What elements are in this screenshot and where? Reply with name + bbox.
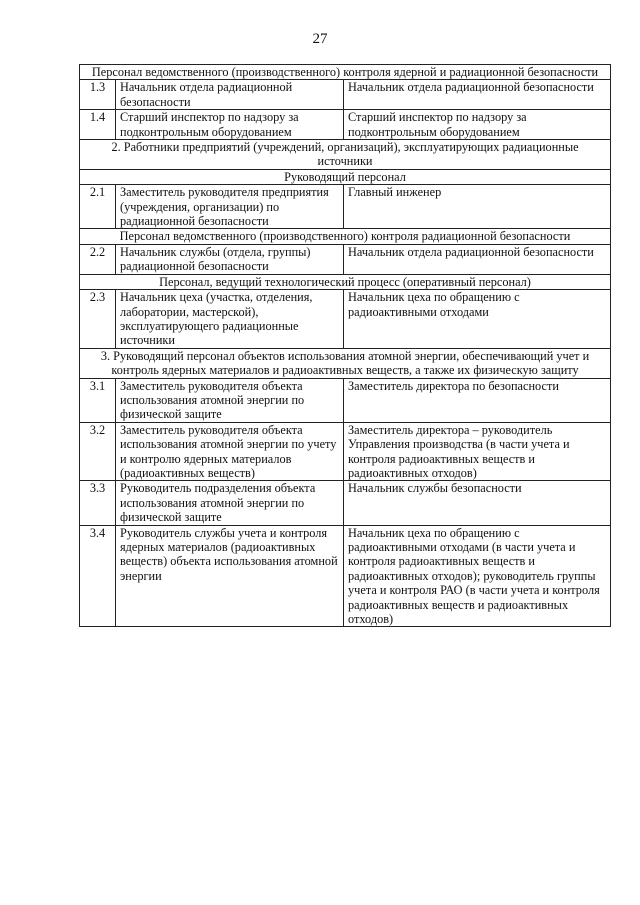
equivalent-position-cell: Заместитель директора – руководитель Управления производства (в части учета и контроля радиоактивных веществ и радиоактивных отходов) — [344, 422, 611, 481]
section-heading-row — [80, 274, 611, 289]
position-cell: Заместитель руководителя объекта использования атомной энергии по учету и контролю ядерных материалов (радиоактивных веществ) — [116, 422, 344, 481]
equivalent-position-cell: Старший инспектор по надзору за подконтрольным оборудованием — [344, 110, 611, 140]
equivalent-position-cell: Начальник цеха по обращению с радиоактивными отходами — [344, 290, 611, 349]
section-heading-row — [80, 348, 611, 378]
position-cell: Заместитель руководителя предприятия (учреждения, организации) по радиационной безопасности — [116, 185, 344, 229]
row-number: 2.1 — [80, 185, 116, 229]
equivalent-position-cell: Начальник отдела радиационной безопасности — [344, 244, 611, 274]
position-cell: Начальник службы (отдела, группы) радиационной безопасности — [116, 244, 344, 274]
row-number: 1.4 — [80, 110, 116, 140]
section-heading-row — [80, 140, 611, 170]
page-number: 27 — [312, 31, 328, 47]
position-cell: Старший инспектор по надзору за подконтрольным оборудованием — [116, 110, 344, 140]
table-row — [80, 110, 611, 140]
table-row — [80, 525, 611, 627]
section-heading: Персонал, ведущий технологический процесс (оперативный персонал) — [80, 274, 611, 289]
table-row — [80, 185, 611, 229]
equivalent-position-cell: Начальник цеха по обращению с радиоактивными отходами (в части учета и контроля радиоактивных веществ и радиоактивных отходов); руководитель группы учета и контроля РАО (в части учета и контроля радиоактивных веществ и радиоактивных отходов) — [344, 525, 611, 627]
position-cell: Начальник отдела радиационной безопасности — [116, 80, 344, 110]
position-cell: Начальник цеха (участка, отделения, лаборатории, мастерской), эксплуатирующего радиационные источники — [116, 290, 344, 349]
table-row — [80, 244, 611, 274]
table-row — [80, 378, 611, 422]
position-cell: Руководитель подразделения объекта использования атомной энергии по физической защите — [116, 481, 344, 525]
row-number: 2.2 — [80, 244, 116, 274]
positions-table-body — [80, 65, 611, 627]
table-row — [80, 422, 611, 481]
section-heading-row — [80, 65, 611, 80]
section-heading-row — [80, 229, 611, 244]
equivalent-position-cell: Главный инженер — [344, 185, 611, 229]
row-number: 3.2 — [80, 422, 116, 481]
equivalent-position-cell: Заместитель директора по безопасности — [344, 378, 611, 422]
section-heading-row — [80, 169, 611, 184]
table-row — [80, 481, 611, 525]
section-heading: 2. Работники предприятий (учреждений, организаций), эксплуатирующих радиационные источники — [80, 140, 611, 170]
table-row — [80, 80, 611, 110]
section-heading: Руководящий персонал — [80, 169, 611, 184]
position-cell: Заместитель руководителя объекта использования атомной энергии по физической защите — [116, 378, 344, 422]
position-cell: Руководитель службы учета и контроля ядерных материалов (радиоактивных веществ) объекта использования атомной энергии — [116, 525, 344, 627]
row-number: 3.4 — [80, 525, 116, 627]
section-heading: Персонал ведомственного (производственного) контроля радиационной безопасности — [80, 229, 611, 244]
row-number: 3.3 — [80, 481, 116, 525]
positions-table — [79, 64, 611, 627]
table-row — [80, 290, 611, 349]
section-heading: 3. Руководящий персонал объектов использования атомной энергии, обеспечивающий учет и контроль ядерных материалов и радиоактивных веществ, а также их физическую защиту — [80, 348, 611, 378]
row-number: 2.3 — [80, 290, 116, 349]
equivalent-position-cell: Начальник отдела радиационной безопасности — [344, 80, 611, 110]
section-heading: Персонал ведомственного (производственного) контроля ядерной и радиационной безопасности — [80, 65, 611, 80]
equivalent-position-cell: Начальник службы безопасности — [344, 481, 611, 525]
row-number: 3.1 — [80, 378, 116, 422]
row-number: 1.3 — [80, 80, 116, 110]
